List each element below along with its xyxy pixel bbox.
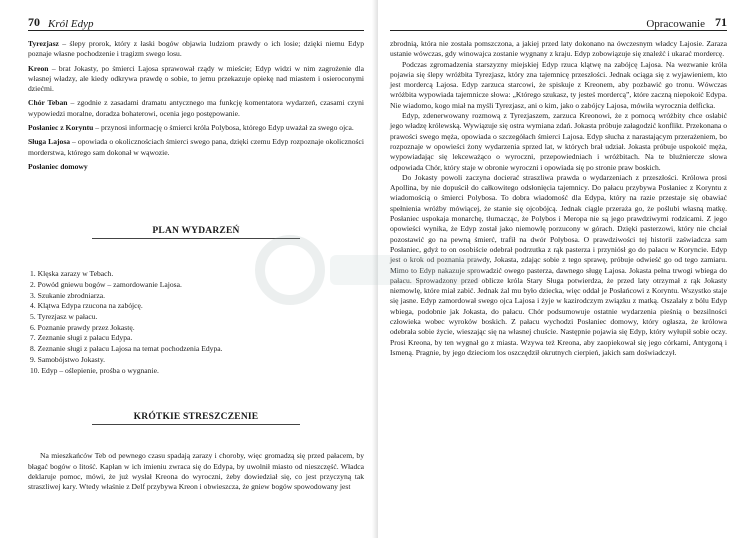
plan-heading: PLAN WYDARZEŃ — [92, 226, 300, 239]
left-page-header — [28, 14, 364, 31]
spacer — [28, 239, 364, 269]
character-description: – przynosi informację o śmierci króla Polybosa, którego Edyp uważał za swego ojca. — [93, 123, 354, 133]
character-entry — [28, 98, 364, 119]
spacer — [28, 425, 364, 451]
plan-item: 3. Szukanie zbrodniarza. — [30, 290, 106, 300]
summary-heading: KRÓTKIE STRESZCZENIE — [92, 412, 300, 425]
right-page — [378, 0, 755, 538]
plan-item: 9. Samobójstwo Jokasty. — [30, 354, 106, 364]
plan-item: 10. Edyp – oślepienie, prośba o wygnanie. — [30, 365, 159, 375]
character-entry — [28, 123, 364, 133]
running-title: Opracowanie — [646, 18, 705, 30]
character-entry — [28, 39, 364, 60]
character-description: – brat Jokasty, po śmierci Lajosa sprawował rządy w mieście; Edyp widzi w nim zagrożenie dla własnej władzy, ale kiedy odkrywa prawdę o sobie, to jemu przekazuje opiekę nad miastem i osieroconymi dziećmi. — [28, 63, 364, 94]
summary-paragraph: Na mieszkańców Teb od pewnego czasu spadają zarazy i choroby, więc gromadzą się przed pałacem, by błagać bogów o litość. Kapłan w ich imieniu zwraca się do Edypa, by uwolnił miasto od nieszczęść. Władca deklaruje pomoc, mówi, że już wysłał Kreona do wyroczni, żeby dowiedział się, co jest przyczyną tak straszliwej kary. Wtedy właśnie z Delf przybywa Kreon i obwieszcza, że gniew bogów spowodowany jest — [28, 451, 364, 492]
character-entry — [28, 137, 364, 158]
running-title: Król Edyp — [48, 18, 94, 30]
plan-item: 6. Poznanie prawdy przez Jokastę. — [30, 322, 135, 332]
character-name: Posłaniec z Koryntu — [28, 123, 94, 133]
plan-item: 5. Tyrezjasz w pałacu. — [30, 312, 98, 322]
plan-item: 8. Zeznanie sługi z pałacu Lajosa na temat pochodzenia Edypa. — [30, 344, 223, 354]
plan-item: 2. Powód gniewu bogów – zamordowanie Lajosa. — [30, 279, 182, 289]
plan-item: 7. Zeznanie sługi z pałacu Edypa. — [30, 333, 133, 343]
character-description: – zgodnie z zasadami dramatu antycznego ma funkcję komentatora wydarzeń, czasami czyni wypowiedzi moralne, doradza bohaterowi, ocenia jego postępowanie. — [28, 98, 364, 118]
plan-item: 1. Klęska zarazy w Tebach. — [30, 269, 114, 279]
character-entry — [28, 64, 364, 95]
body-paragraph: Podczas zgromadzenia starszyzny miejskiej Edyp rzuca klątwę na zabójcę Lajosa. Na wezwanie króla pojawia się ślepy wróżbita Tyrezjasz, który zna tajemnicę przeszłości. Jednak ociąga się z wyjawieniem, kto jest mordercą Lajosa. Edyp zarzuca starcowi, że spiskuje z Kreonem, aby pozbawić go tronu. Wówczas wróżbita wypowiada tajemnicze słowa: „Którego szukasz, ty jesteś mordercą”, które zaczną niepokoić Edypa. Nie wiadomo, kogo miał na myśli Tyrezjasz, ani o kim, jako o zabójcy Lajosa, mówiła wyrocznia delficka. — [390, 59, 727, 110]
character-entry — [28, 162, 364, 172]
body-paragraph: zbrodnią, która nie została pomszczona, a jakiej przed laty dokonano na ówczesnym władcy Lajosie. Zaraza ustanie wówczas, gdy winowajca zostanie wygnany z kraju. Edyp zobowiązuje się znaleźć i ukarać mordercę. — [390, 39, 727, 59]
character-description: – opowiada o okolicznościach śmierci swego pana, dzięki czemu Edyp rozpoznaje okoliczności morderstwa, którego sam dokonał w wąwozie. — [28, 137, 364, 157]
character-name: Chór Teban — [28, 98, 68, 108]
plan-list — [28, 269, 364, 376]
character-name: Sługa Lajosa — [28, 137, 71, 147]
spacer — [28, 376, 364, 412]
character-description: – ślepy prorok, który z łaski bogów objawia ludziom prawdy o ich losie; dzięki niemu Edyp poznaje własne pochodzenie i tragizm swego losu. — [28, 39, 364, 59]
character-name: Posłaniec domowy — [28, 161, 88, 171]
body-paragraph: Do Jokasty powoli zaczyna docierać straszliwa prawda o wydarzeniach z przeszłości. Królowa prosi Apollina, by nie dopuścił do całkowitego odsłonięcia tajemnicy. Do pałacu przybywa Posłaniec z Koryntu z wiadomością o śmierci Polybosa. To dobra wiadomość dla Edypa, który na razie przestaje się obawiać spełnienia wróżby mówiącej, że stanie się ojcobójcą. Jednak ciągle przeraża go, że poślubi własną matkę. Posłaniec uspokaja monarchę, tłumacząc, że Polybos i Meropa nie są jego prawdziwymi rodzicami. Z jego opowieści wynika, że Edyp został jako niemowlę porzucony w górach. Dzięki pasterzowi, który nie chciał pozostawić go na pewną śmierć, trafił na dwór Polybosa. O prawdziwości tej historii zaświadcza sam Posłaniec, gdyż to on osobiście odebrał podrzutka z rąk pasterza i przyniósł go do pałacu w Koryncie. Edyp jest o krok od poznania prawdy, Jokasta, zdając sobie z tego sprawę, próbuje odwieść go od tego zamiaru. Mimo to Edyp nakazuje sprowadzić owego pasterza, dawnego sługę Lajosa. Jokasta pełna trwogi wbiega do pałacu. Sprowadzony przed oblicze króla Stary Sługa potwierdza, że przed laty otrzymał z rąk Jokasty niemowlę, które miał zabić. Jednak żal mu było dziecka, więc oddał je Posłańcowi z Koryntu. Wszystko staje się jasne. Edyp zamordował swego ojca Lajosa i żyje w kazirodczym związku z matką. Oszalały z bólu Edyp wbiega, podobnie jak Jokasta, do pałacu. Chór podsumowuje ostatnie wydarzenia pieśnią o bezsilności człowieka wobec wyroków boskich. Z pałacu wychodzi Posłaniec domowy, który ogłasza, że królowa odebrała sobie życie, wieszając się na własnej chuście. Następnie pojawia się Edyp, który wyłupił sobie oczy. Prosi Kreona, by ten wygnał go z miasta. Wzywa też Kreona, aby zaopiekował się jego córkami, Antygoną i Ismeną. Pragnie, by jego dzieciom los oszczędził okrutnych cierpień, jakich sam doświadczył. — [390, 172, 727, 357]
character-list — [28, 39, 364, 172]
right-page-header — [390, 14, 727, 31]
plan-item: 4. Klątwa Edypa rzucona na zabójcę. — [30, 301, 143, 311]
character-name: Tyrezjasz — [28, 39, 59, 48]
body-paragraph: Edyp, zdenerwowany rozmową z Tyrezjaszem, zarzuca Kreonowi, że z pomocą wróżbity chce osłabić jego władzę królewską. Wywiązuje się ostra wymiana zdań. Jokasta próbuje załagodzić konflikt. Przekonana o prawości swego męża, opowiada o szczegółach śmierci Lajosa. Edyp słucha z narastającym przerażeniem, bo rozpoznaje w opowieści żony wydarzenia sprzed lat, w których brał udział. Jokasta próbuje uspokoić męża, wypowiadając się lekceważąco o wyroczni, przepowiedniach i wróżbitach. Na te bluźniercze słowa odpowiada Chór, który staje w obronie wyroczni i opowiada się po stronie praw boskich. — [390, 111, 727, 172]
page-number: 70 — [28, 15, 40, 29]
spacer — [28, 176, 364, 226]
page-number: 71 — [715, 15, 727, 29]
character-name: Kreon — [28, 63, 49, 73]
